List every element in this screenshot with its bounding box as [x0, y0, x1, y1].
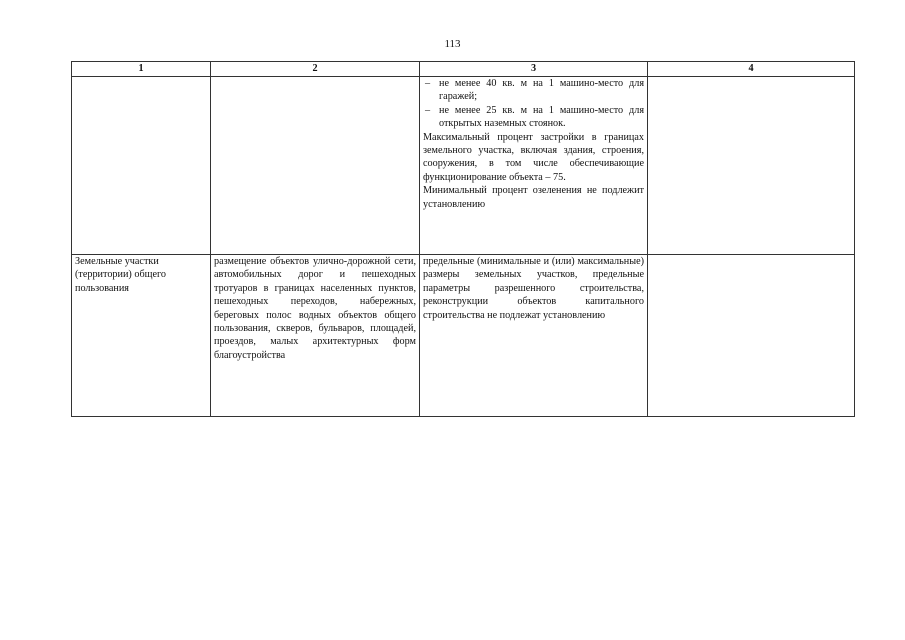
- table-row: [72, 77, 855, 255]
- cell-notes: [648, 255, 855, 417]
- column-header-2: 2: [211, 62, 420, 77]
- column-header-3: 3: [420, 62, 648, 77]
- cell-land-use-type: [72, 77, 211, 255]
- list-dash: –: [425, 104, 431, 116]
- cell-parameters: предельные (минимальные и (или) максимальные) размеры земельных участков, предельные параметры разрешенного строительства, реконструкции объектов капитального строительства не подлежат установлению: [420, 255, 648, 417]
- cell-parameters: [420, 77, 648, 255]
- table-row: [72, 255, 855, 417]
- cell-land-use-type: Земельные участки (территории) общего пользования: [72, 255, 211, 417]
- list-dash: –: [425, 78, 431, 89]
- column-header-4: 4: [648, 62, 855, 77]
- min-greening-paragraph: Минимальный процент озеленения не подлежит установлению: [423, 185, 644, 210]
- list-item-text: не менее 40 кв. м на 1 машино-место для гаражей;: [439, 78, 644, 103]
- cell-permitted-use: размещение объектов улично-дорожной сети, автомобильных дорог и пешеходных тротуаров в границах населенных пунктов, пешеходных переходов, набережных, береговых полос водных объектов общего пользования, скверов, бульваров, площадей, проездов, малых архитектурных форм благоустройства: [211, 255, 420, 417]
- parameter-list: [423, 77, 644, 131]
- cell-notes: [648, 77, 855, 255]
- list-item: [423, 77, 644, 104]
- regulations-table: [71, 61, 855, 417]
- list-item: [423, 104, 644, 131]
- page-number: 113: [444, 38, 461, 50]
- max-coverage-paragraph: Максимальный процент застройки в границах земельного участка, включая здания, строения, сооружения, в том числе обеспечивающие функционирование объекта – 75.: [423, 131, 644, 183]
- cell-permitted-use: [211, 77, 420, 255]
- table-header-row: [72, 62, 855, 77]
- column-header-1: 1: [72, 62, 211, 77]
- list-item-text: не менее 25 кв. м на 1 машино-место для открытых наземных стоянок.: [439, 104, 644, 130]
